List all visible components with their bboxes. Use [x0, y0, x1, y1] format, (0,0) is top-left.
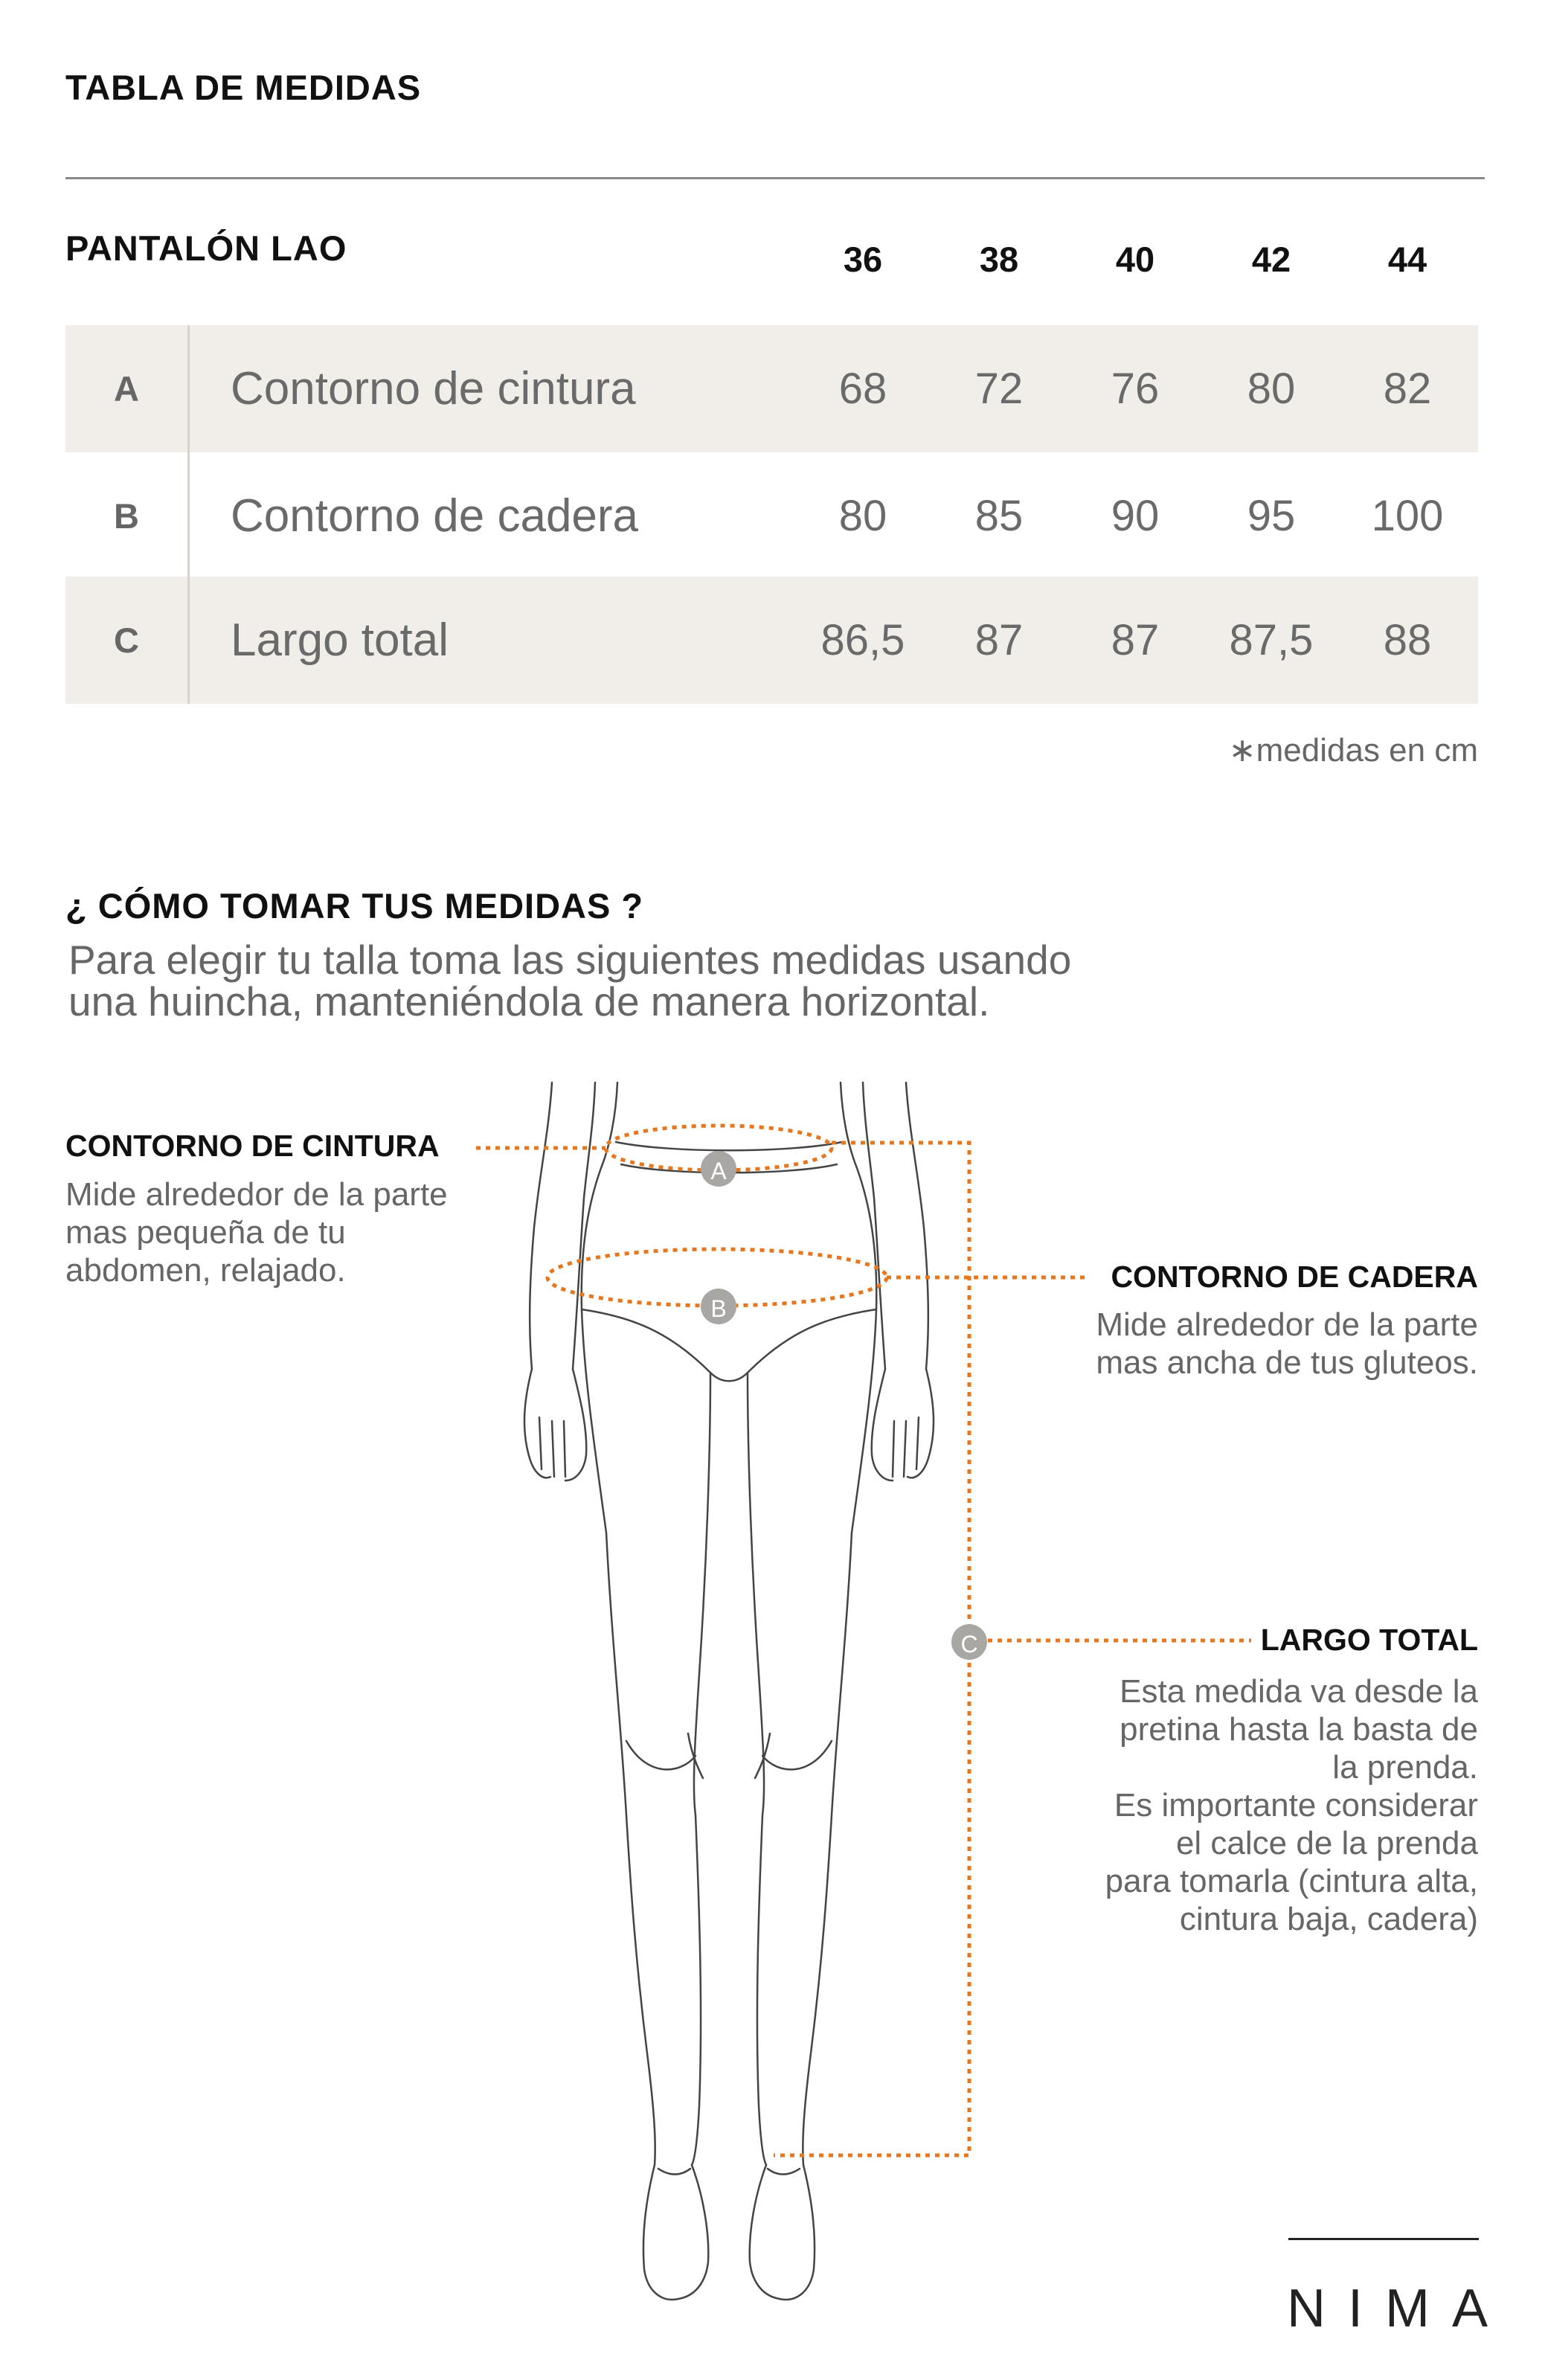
marker-label: C [960, 1631, 978, 1658]
table-cell: 86,5 [820, 616, 905, 664]
desc-line: Mide alrededor de la parte [1096, 1306, 1478, 1343]
marker-a [701, 1151, 736, 1187]
waist-title: CONTORNO DE CINTURA [65, 1129, 440, 1163]
size-header: 44 [1387, 240, 1427, 279]
size-header: 40 [1115, 240, 1155, 279]
size-header: 38 [979, 240, 1019, 279]
table-cell: 87 [1111, 616, 1160, 664]
desc-line: Esta medida va desde la [1120, 1673, 1478, 1710]
size-header: 42 [1251, 240, 1291, 279]
marker-c [951, 1624, 987, 1660]
length-desc [957, 1672, 1478, 1938]
size-header: 36 [843, 240, 883, 279]
desc-line: cintura baja, cadera) [1179, 1901, 1478, 1937]
hip-title: CONTORNO DE CADERA [1111, 1260, 1478, 1294]
page-title: TABLA DE MEDIDAS [65, 68, 422, 107]
row-label: Contorno de cintura [231, 363, 636, 414]
body-outline [524, 1082, 934, 2300]
intro-line: Para elegir tu talla toma las siguientes medidas usando [68, 937, 1072, 983]
desc-line: abdomen, relajado. [65, 1252, 346, 1289]
marker-label: A [710, 1158, 727, 1184]
row-letter: A [114, 369, 139, 408]
section-title: ¿ CÓMO TOMAR TUS MEDIDAS ? [65, 886, 644, 926]
desc-line: pretina hasta la basta de [1120, 1711, 1478, 1748]
table-cell: 72 [974, 365, 1024, 413]
units-note: ∗medidas en cm [1228, 732, 1478, 769]
brand-logo: NIMA [1287, 2279, 1510, 2338]
desc-line: Es importante considerar [1114, 1787, 1478, 1824]
desc-line: la prenda. [1332, 1749, 1478, 1786]
length-bracket [774, 1143, 969, 2155]
marker-label: B [710, 1295, 727, 1322]
table-cell: 100 [1371, 492, 1444, 540]
desc-line: mas pequeña de tu [65, 1214, 346, 1251]
table-cell: 82 [1383, 365, 1432, 413]
table-cell: 88 [1383, 616, 1432, 664]
product-name: PANTALÓN LAO [65, 228, 347, 268]
desc-line: mas ancha de tus gluteos. [1096, 1344, 1478, 1381]
row-letter: C [114, 620, 139, 660]
intro-line: una huincha, manteniéndola de manera horizontal. [68, 978, 990, 1024]
desc-line: Mide alrededor de la parte [65, 1176, 448, 1213]
table-cell: 85 [974, 492, 1024, 540]
row-label: Contorno de cadera [231, 490, 639, 542]
table-cell: 76 [1111, 365, 1160, 413]
table-cell: 80 [1247, 365, 1296, 413]
table-cell: 87,5 [1229, 616, 1314, 664]
marker-b [701, 1289, 736, 1324]
row-label: Largo total [231, 615, 449, 666]
hip-desc [957, 1306, 1478, 1382]
length-title: LARGO TOTAL [1260, 1623, 1478, 1657]
brand-divider [1288, 2238, 1479, 2240]
table-cell: 68 [838, 365, 887, 413]
table-cell: 95 [1247, 492, 1296, 540]
waist-desc [65, 1175, 527, 1289]
table-cell: 90 [1111, 492, 1160, 540]
table-cell: 87 [974, 616, 1024, 664]
desc-line: para tomarla (cintura alta, [1105, 1863, 1478, 1899]
desc-line: el calce de la prenda [1175, 1825, 1478, 1861]
row-letter: B [114, 496, 139, 536]
table-cell: 80 [838, 492, 887, 540]
